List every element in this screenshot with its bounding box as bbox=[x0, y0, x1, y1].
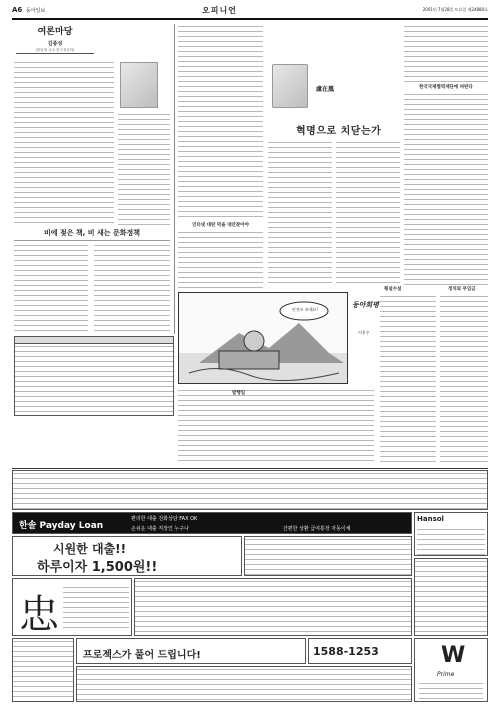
cartoon-sign: 이홍우 bbox=[358, 330, 370, 335]
small-col-1-title: 횡설수설 bbox=[384, 287, 402, 292]
phone-big: 1588-1253 bbox=[313, 645, 379, 658]
columnist-body-2 bbox=[336, 140, 400, 285]
opinion-author-note: (한남대 교수·한국정치학) bbox=[35, 48, 75, 52]
columnist-title: 혁명으로 치닫는가 bbox=[296, 126, 382, 137]
payday-ad bbox=[12, 512, 412, 534]
ads-top-rule bbox=[12, 468, 488, 469]
right-top-body bbox=[404, 24, 488, 82]
payday-line3: 간편한 상환 급여통장 자동이체 bbox=[283, 526, 351, 532]
classified-ads-row1 bbox=[12, 470, 488, 510]
w-ad bbox=[414, 638, 488, 702]
author-photo bbox=[120, 62, 158, 108]
page-number: A6 bbox=[12, 6, 23, 14]
paper-name: 동아일보 bbox=[26, 8, 46, 14]
cartoon-title: 동아희평 bbox=[352, 301, 380, 309]
hansol-logo: Hansol bbox=[417, 515, 444, 523]
w-mark: W bbox=[441, 643, 466, 668]
loan-headline: 시원한 대출!! bbox=[53, 542, 127, 556]
ad-right-block bbox=[414, 558, 488, 636]
opinion-body-1 bbox=[14, 60, 114, 225]
opinion-author: 김종성 bbox=[47, 41, 63, 47]
small-col-1-body bbox=[380, 294, 436, 464]
projector-text: 프로젝스가 풀어 드립니다! bbox=[83, 650, 201, 661]
big-char: 忠 bbox=[19, 592, 59, 636]
opinion-box bbox=[16, 24, 94, 54]
section-title: 오피니언 bbox=[202, 6, 237, 15]
info-table bbox=[14, 336, 174, 416]
header-rule bbox=[12, 18, 488, 20]
cartoon-balloon: 안전모 쓰세요! bbox=[291, 307, 319, 312]
columnist-photo bbox=[272, 64, 308, 108]
col-divider-1 bbox=[174, 24, 175, 334]
projector-ad bbox=[76, 638, 306, 664]
bottom-left-body-1 bbox=[14, 243, 88, 331]
phone-ad bbox=[308, 638, 412, 664]
small-col-2-body bbox=[440, 294, 488, 464]
issue-date: 2001년 7월28일 토요일 제24880호 bbox=[422, 7, 488, 12]
payday-line2: 손쉬운 대출 직장인 누구나 bbox=[131, 526, 189, 532]
divider bbox=[14, 240, 170, 241]
ad-big-char bbox=[12, 578, 132, 636]
mid-body-1 bbox=[178, 24, 263, 220]
mid-body-2 bbox=[178, 230, 263, 290]
bottom-note-box bbox=[175, 388, 178, 389]
columnist-nametag: 盧在鳳 bbox=[316, 86, 335, 93]
masthead bbox=[12, 5, 488, 17]
payday-brand: 한솔 Payday Loan bbox=[19, 521, 104, 531]
ad-bottom-left bbox=[12, 638, 74, 702]
prime-text: Prime bbox=[437, 671, 455, 678]
opinion-body-2 bbox=[118, 112, 170, 225]
cartoon-panel bbox=[178, 292, 348, 384]
bottom-box-title: 발행일 bbox=[232, 391, 246, 396]
bottom-left-body-2 bbox=[94, 243, 170, 331]
mid-lower-body bbox=[178, 388, 374, 464]
right-body bbox=[404, 92, 488, 285]
opinion-title: 여론마당 bbox=[37, 27, 73, 37]
loan-sub: 하루이자 1,500원!! bbox=[37, 560, 158, 575]
ad-mid-block bbox=[134, 578, 412, 636]
loan-ad-right bbox=[244, 536, 412, 576]
loan-ad bbox=[12, 536, 242, 576]
hansol-ad bbox=[414, 512, 488, 556]
ad-bottom-strip bbox=[76, 666, 412, 702]
right-notes-label: 한국국제협력재단에 바란다 bbox=[419, 85, 473, 90]
article-bottom-left-title: 비에 젖은 책, 비 새는 문화정책 bbox=[44, 229, 140, 237]
payday-line1: 편리한 대출 전화상담 FAX OK bbox=[131, 516, 198, 522]
small-col-2-title: 정치와 무임금 bbox=[448, 287, 476, 292]
columnist-body-1 bbox=[268, 140, 332, 285]
mid-subhead: 인터넷 대란 막을 대안찾아야 bbox=[192, 223, 249, 228]
